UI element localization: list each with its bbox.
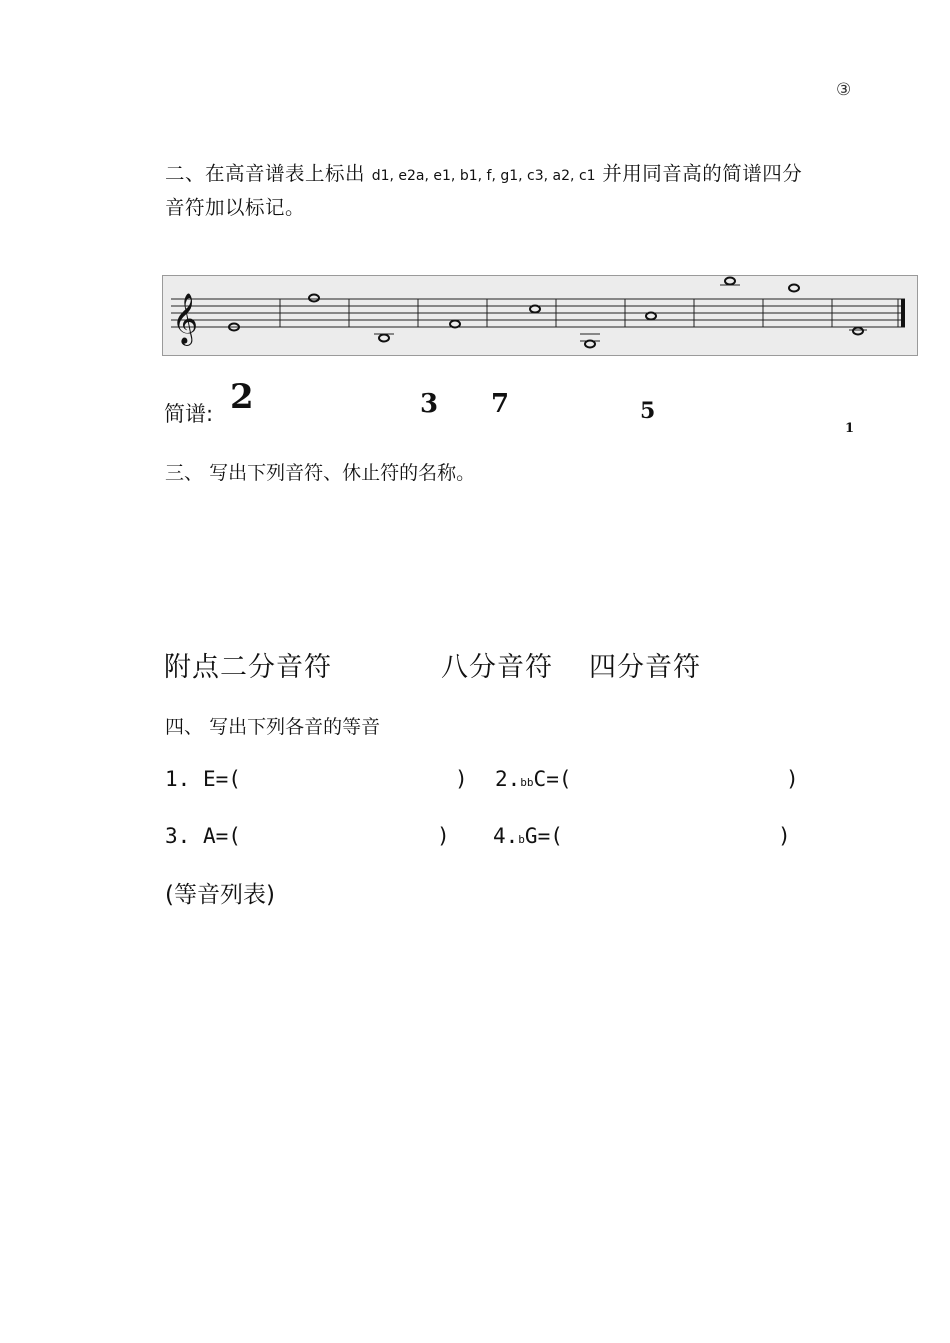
q2-line2: 音符加以标记。 <box>165 196 306 219</box>
jianpu-digit: 3 <box>420 389 439 419</box>
accidental: b <box>518 833 525 846</box>
whole-note <box>585 341 595 348</box>
page-marker: ③ <box>836 80 852 100</box>
q2-heading: 二、在高音谱表上标出 <box>165 162 366 185</box>
item-number: 4. <box>493 824 519 848</box>
treble-clef-icon: 𝄞 <box>172 293 199 344</box>
whole-note <box>646 313 656 320</box>
jianpu-digit: 7 <box>491 389 510 419</box>
jianpu-label: 简谱: <box>164 402 214 426</box>
close-paren: ) <box>786 767 799 791</box>
item-note: G=( <box>524 824 563 848</box>
table-title: (等音列表) <box>165 882 275 908</box>
close-paren: ) <box>437 824 450 848</box>
q3-num: 三、 <box>165 462 204 484</box>
q2-instruction: 并用同音高的简谱四分 <box>602 162 803 185</box>
note-name: 八分音符 <box>441 652 553 683</box>
item-note: E=( <box>202 767 241 791</box>
staff-svg <box>163 276 919 357</box>
whole-note <box>450 321 460 328</box>
enharmonic-item-1 <box>165 767 241 791</box>
enharmonic-item-3 <box>165 824 241 848</box>
close-paren: ) <box>778 824 791 848</box>
note-name: 附点二分音符 <box>164 652 332 683</box>
whole-note <box>789 285 799 292</box>
final-barline <box>901 299 905 327</box>
treble-staff <box>162 275 918 356</box>
whole-note <box>309 295 319 302</box>
jianpu-digit: 5 <box>640 398 656 424</box>
close-paren: ) <box>455 767 468 791</box>
whole-note <box>530 306 540 313</box>
q4-text: 写出下列各音的等音 <box>209 716 381 738</box>
question-3 <box>165 458 475 485</box>
q3-text: 写出下列音符、休止符的名称。 <box>209 462 476 484</box>
jianpu-digit-small: 1 <box>845 421 855 436</box>
question-4 <box>165 712 380 739</box>
note-name: 四分音符 <box>589 652 701 683</box>
item-note: C=( <box>533 767 572 791</box>
accidental: bb <box>520 776 534 789</box>
jianpu-digit: 2 <box>230 377 254 417</box>
question-2 <box>165 158 865 223</box>
item-number: 3. <box>165 824 191 848</box>
item-number: 2. <box>495 767 521 791</box>
item-note: A=( <box>202 824 241 848</box>
whole-note <box>853 328 863 335</box>
whole-note <box>379 335 389 342</box>
item-number: 1. <box>165 767 191 791</box>
q4-num: 四、 <box>165 716 204 738</box>
enharmonic-item-4 <box>493 824 563 848</box>
q2-notes: d1, e2a, e1, b1, f, g1, c3, a2, c1 <box>371 168 596 184</box>
enharmonic-item-2 <box>495 767 571 791</box>
whole-note <box>725 278 735 285</box>
